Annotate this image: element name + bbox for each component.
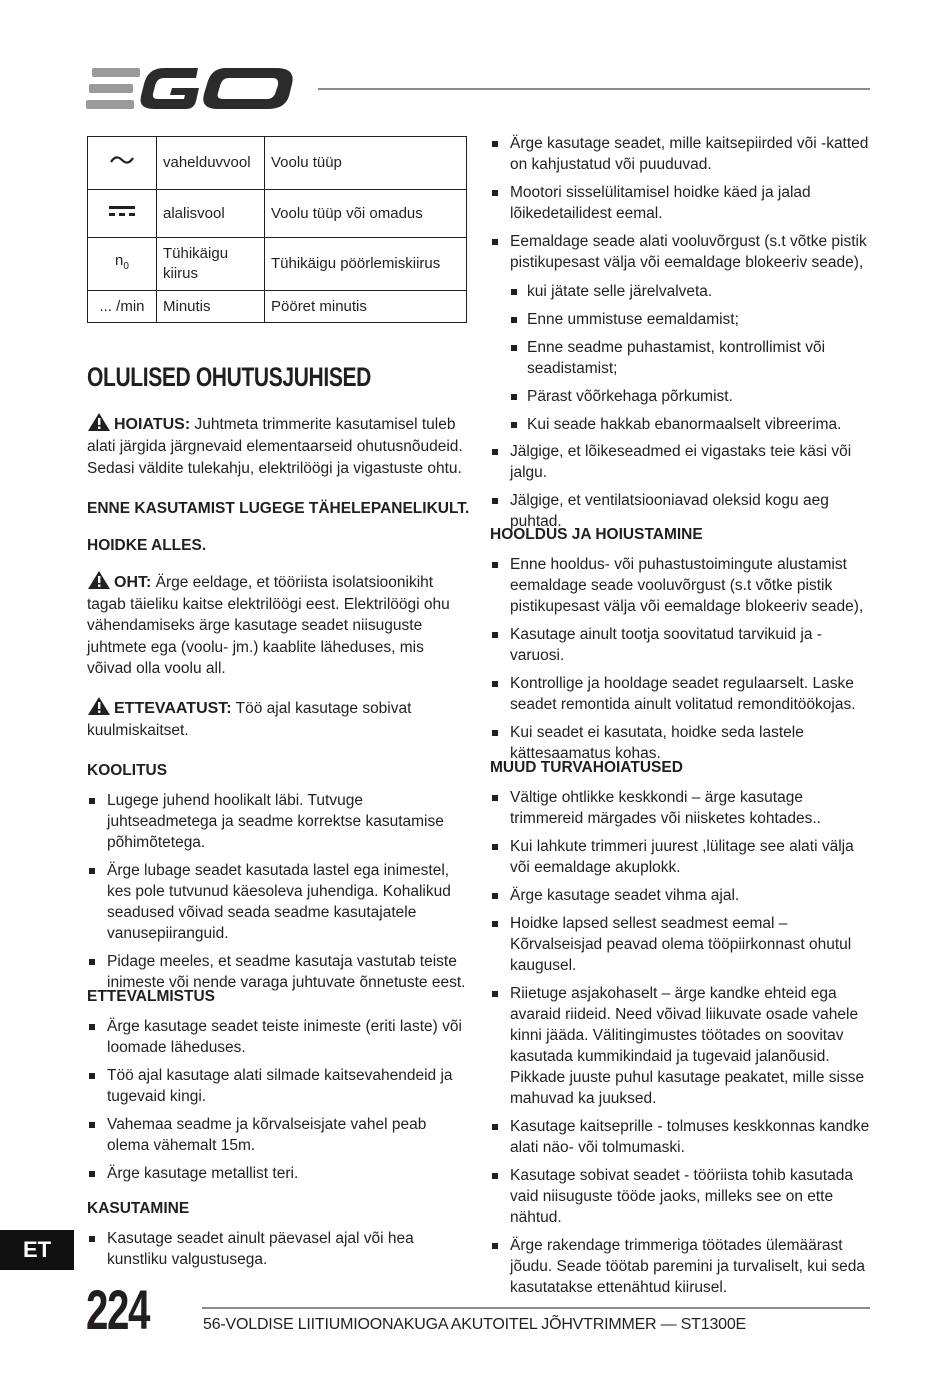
list-item: Ärge kasutage seadet teiste inimeste (eriti laste) või loomade läheduses. [87, 1016, 472, 1058]
list-item: Kui seade hakkab ebanormaalselt vibreerima. [510, 414, 874, 435]
list-item: Kasutage seadet ainult päevasel ajal või hea kunstliku valgustusega. [87, 1228, 472, 1270]
warning-triangle-icon [87, 412, 111, 432]
disconnect-sub-list [510, 281, 874, 442]
list-item: Hoidke lapsed sellest seadmest eemal – Kõrvalseisjad peavad olema tööpiirkonnast ohutul kaugusel. [490, 913, 874, 976]
warning-label: HOIATUS: [114, 416, 191, 433]
list-item: Pärast võõrkehaga põrkumist. [510, 386, 874, 407]
list-item: Mootori sisselülitamisel hoidke käed ja jalad lõikedetailidest eemal. [490, 182, 874, 224]
list-item: Riietuge asjakohaselt – ärge kandke ehteid ega avaraid riideid. Need võivad liikuvate osade vahele kinni jääda. Välitingimustes töötades on soovitav kasutada kummikindaid ja tugevaid jalanõusid. Pikkade juuste puhul kasutage peakatet, mille sisse mahuvad ka juuksed. [490, 983, 874, 1109]
list-item: Enne ummistuse eemaldamist; [510, 309, 874, 330]
keep-heading: HOIDKE ALLES. [87, 537, 207, 554]
table-meaning-cell: Pööret minutis [265, 291, 467, 323]
warning-triangle-icon [87, 696, 111, 716]
caution-paragraph [87, 696, 469, 742]
list-item: Jälgige, et lõikeseadmed ei vigastaks teie käsi või jalgu. [490, 441, 874, 483]
list-item: Eemaldage seade alati vooluvõrgust (s.t võtke pistik pistikupesast välja või eemaldage blokeeriv seade), [490, 231, 874, 273]
danger-paragraph [87, 570, 469, 680]
muud-list [490, 787, 874, 1305]
table-name-cell: vahelduvvool [157, 137, 265, 190]
ettevalmistus-heading: ETTEVALMISTUS [87, 988, 216, 1005]
caution-text: Töö ajal kasutage sobivat kuulmiskaitset. [87, 700, 412, 739]
list-item: Vahemaa seadme ja kõrvalseisjate vahel peab olema vähemalt 15m. [87, 1114, 472, 1156]
ettevalmistus-list [87, 1016, 472, 1191]
table-symbol-cell [88, 190, 157, 238]
section-title: OLULISED OHUTUSJUHISED [87, 362, 371, 392]
footer-rule [202, 1307, 870, 1309]
header-rule [318, 88, 870, 90]
table-symbol-cell [88, 137, 157, 190]
table-meaning-cell: Voolu tüüp või omadus [265, 190, 467, 238]
list-item: Jälgige, et ventilatsiooniavad oleksid kogu aeg puhtad. [490, 490, 874, 532]
warning-triangle-icon [87, 570, 111, 590]
list-item: Ärge rakendage trimmeriga töötades ülemäärast jõudu. Seade töötab paremini ja turvaliselt, kui seda kasutatakse ettenähtud kiirusel. [490, 1235, 874, 1298]
after-list [490, 441, 874, 539]
table-row [88, 190, 467, 238]
list-item: Pidage meeles, et seadme kasutaja vastutab teiste inimeste või nende varaga juhtuvate õnnetuste eest. [87, 951, 472, 993]
danger-text: Ärge eeldage, et tööriista isolatsioonikiht tagab täieliku kaitse elektrilöögi eest. Elektrilöögi ohu vähendamiseks ärge kasutage seadet niisuguste juhtmete ega (voolu- jm.) kaablite läheduses, mis võivad olla voolu all. [87, 574, 450, 677]
top-list [490, 133, 874, 280]
table-row [88, 238, 467, 291]
list-item: Kontrollige ja hooldage seadet regulaarselt. Laske seadet remontida ainult volitatud remonditöökojas. [490, 673, 874, 715]
table-symbol-cell [88, 238, 157, 291]
list-item: Kasutage sobivat seadet - tööriista tohib kasutada vaid niisuguste tööde jaoks, milleks see on ette nähtud. [490, 1165, 874, 1228]
list-item: Kui seadet ei kasutata, hoidke seda lastele kättesaamatus kohas. [490, 722, 874, 764]
hooldus-list [490, 554, 874, 771]
no-load-speed-subscript: 0 [123, 261, 129, 272]
table-name-cell: alalisvool [157, 190, 265, 238]
list-item: kui jätate selle järelvalveta. [510, 281, 874, 302]
ego-logo [86, 64, 298, 114]
table-row [88, 137, 467, 190]
kasutamine-list [87, 1228, 472, 1277]
danger-label: OHT: [114, 574, 152, 591]
list-item: Kasutage kaitseprille - tolmuses keskkonnas kandke alati näo- või tolmumaski. [490, 1116, 874, 1158]
read-heading: ENNE KASUTAMIST LUGEGE TÄHELEPANELIKULT. [87, 500, 470, 517]
page-number: 224 [86, 1278, 149, 1341]
list-item: Ärge kasutage metallist teri. [87, 1163, 472, 1184]
table-meaning-cell: Tühikäigu pöörlemiskiirus [265, 238, 467, 291]
list-item: Enne hooldus- või puhastustoimingute alustamist eemaldage seade vooluvõrgust (s.t võtke pistik pistikupesast välja või eemaldage blokeeriv seade), [490, 554, 874, 617]
list-item: Enne seadme puhastamist, kontrollimist või seadistamist; [510, 337, 874, 379]
koolitus-heading: KOOLITUS [87, 762, 168, 779]
muud-heading: MUUD TURVAHOIATUSED [490, 759, 683, 776]
table-name-cell: Minutis [157, 291, 265, 323]
list-item: Ärge kasutage seadet vihma ajal. [490, 885, 874, 906]
kasutamine-heading: KASUTAMINE [87, 1200, 190, 1217]
list-item: Vältige ohtlikke keskkondi – ärge kasutage trimmereid märgades või niisketes kohtades.. [490, 787, 874, 829]
language-tab: ET [0, 1230, 74, 1270]
list-item: Ärge kasutage seadet, mille kaitsepiirded või -katted on kahjustatud või puuduvad. [490, 133, 874, 175]
list-item: Ärge lubage seadet kasutada lastel ega inimestel, kes pole tutvunud käesoleva juhendiga. Kohalikud seadused võivad seada seadme kasutajatele vanusepiiranguid. [87, 860, 472, 944]
table-symbol-cell: ... /min [88, 291, 157, 323]
hooldus-heading: HOOLDUS JA HOIUSTAMINE [490, 526, 703, 543]
list-item: Lugege juhend hoolikalt läbi. Tutvuge juhtseadmetega ja seadme korrektse kasutamise põhimõtetega. [87, 790, 472, 853]
product-title: 56-VOLDISE LIITIUMIOONAKUGA AKUTOITEL JÕHVTRIMMER — ST1300E [203, 1316, 747, 1333]
alternating-current-icon [109, 153, 135, 167]
no-load-speed-symbol: n [115, 252, 124, 269]
table-name-cell: Tühikäigu kiirus [157, 238, 265, 291]
warning-text: Juhtmeta trimmerite kasutamisel tuleb alati järgida järgnevaid elementaarseid ohutusnõudeid. Sedasi väldite tulekahju, elektrilöögi ja vigastuste ohtu. [87, 416, 463, 477]
list-item: Kui lahkute trimmeri juurest ,lülitage see alati välja või eemaldage akuplokk. [490, 836, 874, 878]
direct-current-icon [108, 204, 136, 218]
warning-paragraph [87, 412, 469, 480]
list-item: Kasutage ainult tootja soovitatud tarvikuid ja -varuosi. [490, 624, 874, 666]
table-row [88, 291, 467, 323]
koolitus-list [87, 790, 472, 1000]
caution-label: ETTEVAATUST: [114, 700, 232, 717]
symbol-table [87, 136, 467, 323]
list-item: Töö ajal kasutage alati silmade kaitsevahendeid ja tugevaid kingi. [87, 1065, 472, 1107]
table-meaning-cell: Voolu tüüp [265, 137, 467, 190]
